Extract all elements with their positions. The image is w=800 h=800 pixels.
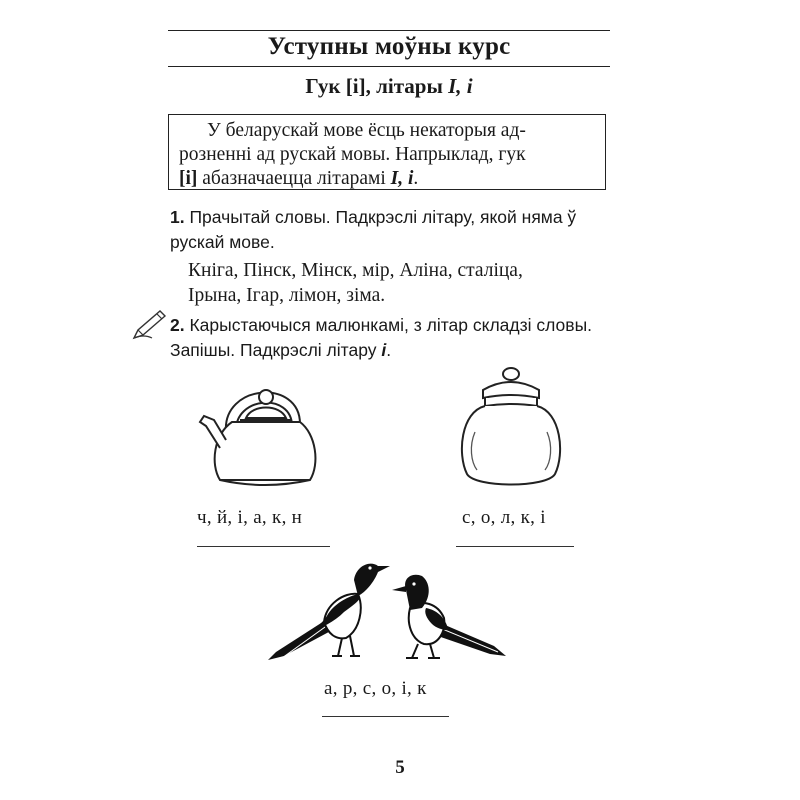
exercise-1-instruction: 1. Прачытай словы. Падкрэслі літару, якой няма ў рускай мове.: [170, 207, 577, 252]
rule-line-2: розненні ад рускай мовы. Напрыклад, гук: [179, 144, 526, 165]
magpie-letters: а, р, с, о, і, к: [324, 678, 427, 699]
exercise-1-words: [188, 258, 628, 308]
magpie-right: [392, 575, 506, 658]
top-rule: [168, 30, 610, 31]
kettle-icon: [196, 364, 326, 494]
jar-answer-line[interactable]: [456, 546, 574, 547]
words-line-2: Ірына, Ігар, лімон, зіма.: [188, 285, 386, 306]
exercise-2-instruction: 2. Карыстаючыся малюнкамі, з літар складзі словы. Запішы. Падкрэслі літару і.: [170, 315, 593, 360]
kettle-answer-line[interactable]: [197, 546, 330, 547]
pencil-icon: [130, 308, 168, 340]
lesson-title: Гук [і], літары І, і: [305, 74, 473, 98]
rule-box: [168, 114, 606, 190]
kettle-letters: ч, й, і, а, к, н: [197, 507, 303, 528]
jar-icon: [455, 362, 567, 492]
jar-letters: с, о, л, к, і: [462, 507, 546, 528]
section-title: Уступны моўны курс: [267, 33, 511, 60]
rule-line-1: У беларускай мове ёсць некаторыя ад-: [207, 120, 526, 141]
rule-line-3: [і] абазначаецца літарамі І, і.: [179, 168, 419, 189]
magpie-answer-line[interactable]: [322, 716, 449, 717]
magpie-left: [268, 564, 390, 660]
words-line-1: Кніга, Пінск, Мінск, мір, Аліна, сталіца,: [188, 260, 523, 281]
magpies-icon: [262, 552, 512, 664]
page-number: 5: [395, 757, 405, 778]
section-rule: [168, 66, 610, 67]
